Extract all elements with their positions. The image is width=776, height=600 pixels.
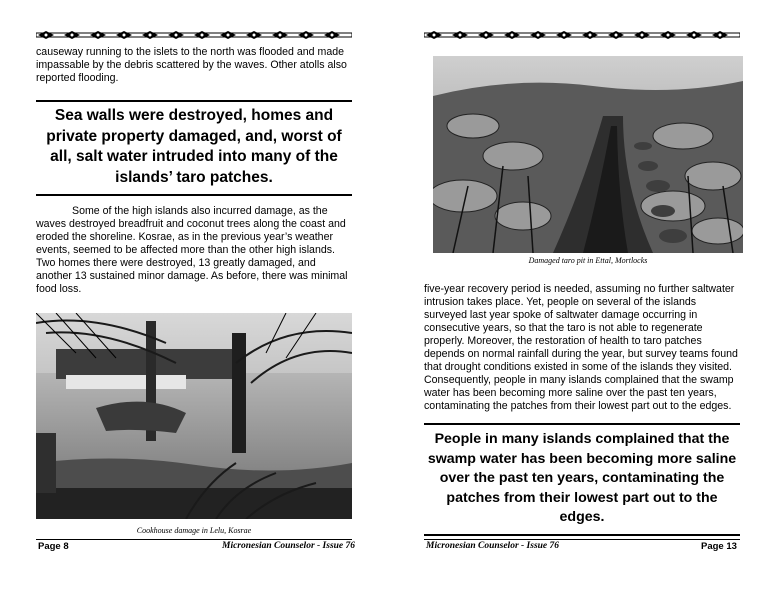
- pull-quote: [36, 100, 352, 196]
- pull-quote: [424, 423, 740, 536]
- right-page: [388, 0, 776, 600]
- header-ornament: [36, 29, 352, 41]
- photo-caption: Cookhouse damage in Lelu, Kosrae: [136, 526, 252, 535]
- publication-title: Micronesian Counselor - Issue 76: [426, 541, 560, 551]
- body-paragraph: five-year recovery period is needed, assuming no further saltwater intrusion takes place. Yet, people on several of the islands surveyed last year spoke of saltwater damage occurring in consecutive years, so that the taro is not able to regenerate properly. Moreover, the restoration of health to taro patches depends on normal rainfall during the year, but survey teams found that drought conditions existed in some of the islands they visited. Consequently, people in many islands complained that the swamp water has been becoming more saline over the past ten years, contaminating the patches from their lowest part out to the edges.: [424, 283, 738, 412]
- body-paragraph: Some of the high islands also incurred damage, as the waves destroyed breadfruit and coconut trees along the coast and eroded the shoreline. Kosrae, as in the previous year’s weather events, seemed to be affected more than the other high islands. Two homes there were destroyed, 13 greatly damaged, and another 13 sustained minor damage. As before, there was minimal food loss.: [36, 205, 348, 295]
- intro-paragraph: causeway running to the islets to the north was flooded and made impassable by the debris scattered by the waves. Other atolls also reported flooding.: [36, 46, 347, 84]
- photo-caption: Damaged taro pit in Ettal, Mortlocks: [528, 256, 648, 265]
- taro-pit-photo: [433, 56, 743, 253]
- page-number: Page 8: [38, 541, 69, 552]
- cookhouse-photo: [36, 313, 352, 519]
- publication-title: Micronesian Counselor - Issue 76: [222, 541, 356, 551]
- pull-quote-text: People in many islands complained that the swamp water has been becoming more saline over the past ten years, contaminating the patches from their lowest part out to the edges.: [427, 431, 737, 526]
- footer-divider: [36, 539, 352, 540]
- page-number: Page 13: [701, 541, 737, 552]
- pull-quote-text: Sea walls were destroyed, homes and private property damaged, and, worst of all, salt water intruded into many of the islands’ taro patches.: [46, 107, 342, 186]
- footer-divider: [424, 539, 740, 540]
- header-ornament: [424, 29, 740, 41]
